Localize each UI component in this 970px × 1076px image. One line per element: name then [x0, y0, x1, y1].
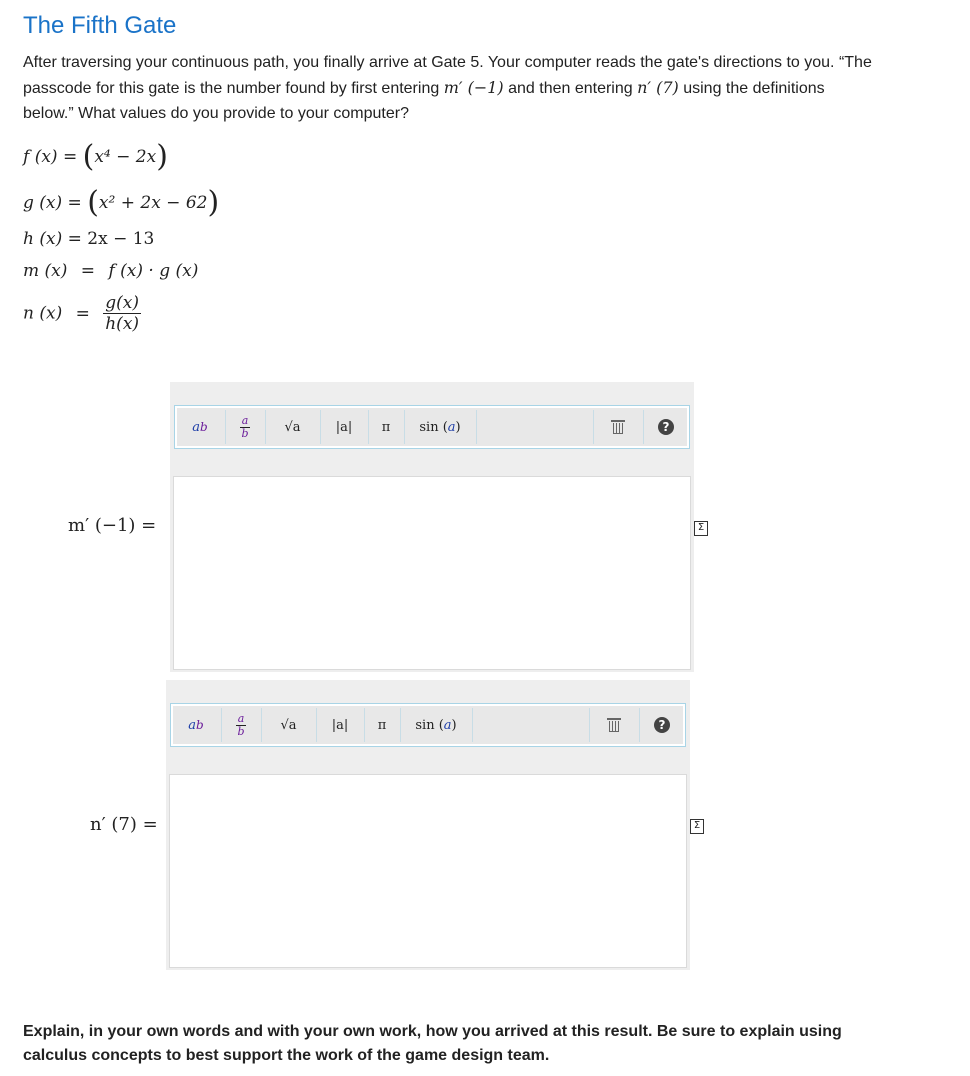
def-g: g (x) = (x² + 2x − 62) — [23, 185, 220, 220]
clear-button[interactable] — [589, 704, 639, 746]
abs-button[interactable]: |a| — [335, 419, 353, 435]
math-toolbar-m — [174, 405, 690, 449]
intro-paragraph: After traversing your continuous path, you finally arrive at Gate 5. Your computer reads the gate's directions to you. “The passcode for this gate is the number found by first entering m′ (−1) and then entering n′ (7) using the definitions below.” What values do you provide to your computer? — [23, 54, 872, 122]
help-icon: ? — [658, 419, 674, 435]
clear-button[interactable] — [593, 406, 643, 448]
answer-input-n[interactable] — [169, 774, 687, 968]
def-n: n (x) = $\frac{g(x)}{h(x)}$ — [23, 293, 140, 334]
fraction-button[interactable]: $\frac{a}{b}$ — [241, 413, 249, 440]
math-toolbar-n — [170, 703, 686, 747]
sqrt-button[interactable]: √a — [280, 717, 297, 733]
sin-button[interactable]: sin ( a ) — [419, 419, 461, 435]
pi-button[interactable]: π — [381, 419, 391, 435]
help-button[interactable] — [639, 704, 685, 746]
power-button[interactable]: a b — [188, 717, 204, 733]
page-title: The Fifth Gate — [23, 12, 177, 39]
help-icon: ? — [654, 717, 670, 733]
def-h: h (x) = 2x − 13 — [23, 229, 155, 249]
help-button[interactable] — [643, 406, 689, 448]
trash-icon — [612, 420, 624, 434]
answer-input-m[interactable] — [173, 476, 691, 670]
def-m: m (x) = f (x) · g (x) — [23, 261, 199, 281]
fraction-button[interactable]: $\frac{a}{b}$ — [237, 711, 245, 738]
fraction-g-over-h: $\frac{g(x)}{h(x)}$ — [105, 293, 140, 334]
explain-instructions: Explain, in your own words and with your own work, how you arrived at this result. Be sure to explain using calculus concepts to best support the work of the game design team. — [23, 1023, 842, 1064]
sqrt-button[interactable]: √a — [284, 419, 301, 435]
abs-button[interactable]: |a| — [331, 717, 349, 733]
def-f: f (x) = (x⁴ − 2x) — [23, 139, 168, 174]
sin-button[interactable]: sin ( a ) — [415, 717, 457, 733]
sigma-icon[interactable]: Σ — [694, 521, 708, 536]
sigma-icon[interactable]: Σ — [690, 819, 704, 834]
power-button[interactable]: a b — [192, 419, 208, 435]
expr-m-prime: m′ (−1) — [443, 78, 504, 97]
answer-label-n: n′ (7) = — [90, 814, 158, 835]
pi-button[interactable]: π — [377, 717, 387, 733]
answer-label-m: m′ (−1) = — [68, 515, 157, 536]
trash-icon — [608, 718, 620, 732]
expr-n-prime: n′ (7) — [637, 78, 679, 97]
